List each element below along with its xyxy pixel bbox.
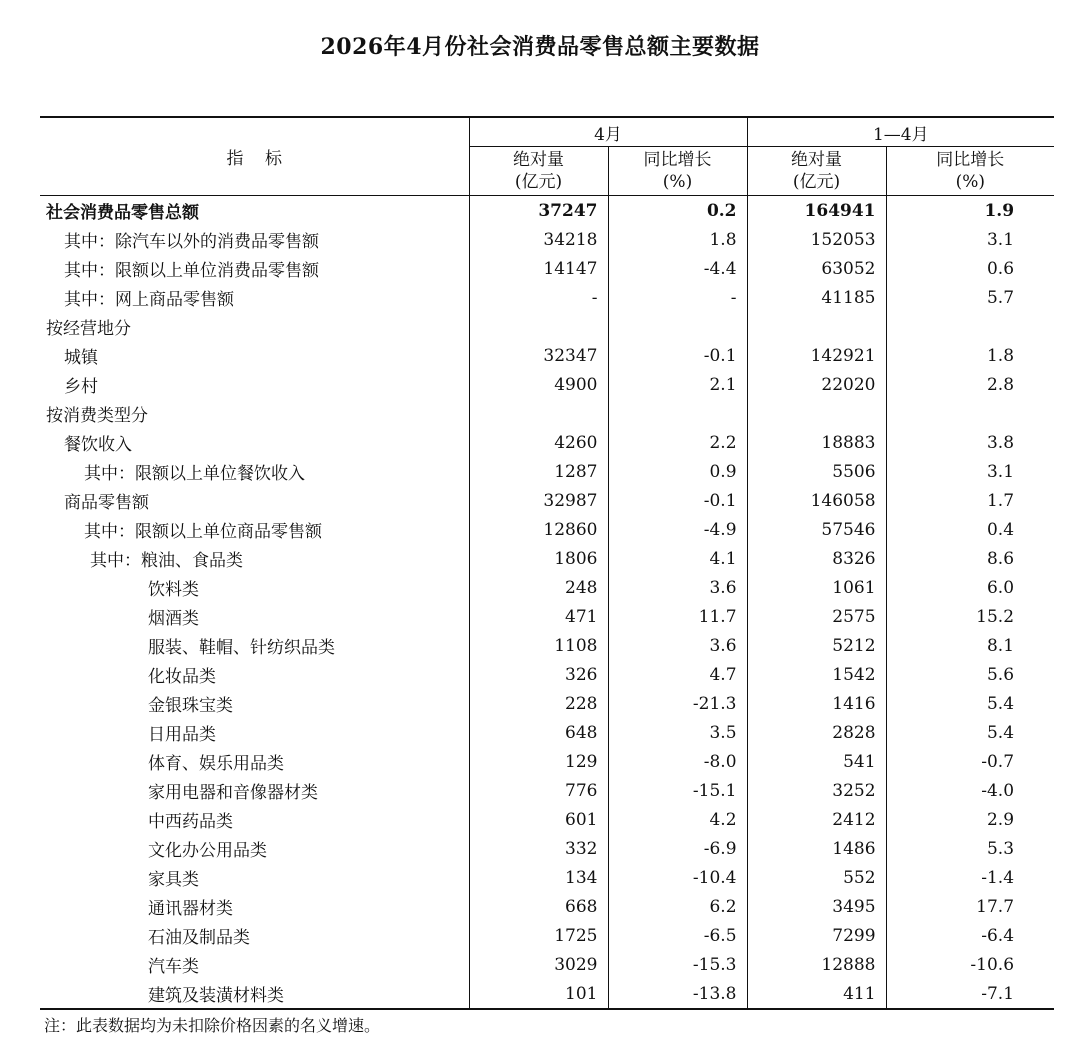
month-abs-value: 34218 [469,225,608,254]
growth-unit: (%) [662,172,693,192]
month-abs-value: - [469,283,608,312]
month-abs-value: 248 [469,573,608,602]
month-growth-value: 2.2 [608,428,747,457]
month-growth-value: -0.1 [608,486,747,515]
ytd-growth-value [886,312,1054,341]
month-growth-value: -6.5 [608,921,747,950]
month-growth-value: 2.1 [608,370,747,399]
ytd-abs-value: 22020 [747,370,886,399]
ytd-abs-value: 12888 [747,950,886,979]
row-label: 乡村 [64,377,98,397]
month-growth-value: - [608,283,747,312]
ytd-growth-value: 8.6 [886,544,1054,573]
ytd-abs-value: 8326 [747,544,886,573]
row-label: 商品零售额 [64,493,149,513]
month-growth-value: 3.5 [608,718,747,747]
month-abs-value: 1287 [469,457,608,486]
table-row [40,979,1054,1009]
row-label: 中西药品类 [148,812,233,832]
month-growth-value: 4.1 [608,544,747,573]
row-label: 其中：网上商品零售额 [64,290,234,310]
month-growth-value: -0.1 [608,341,747,370]
month-growth-value: 1.8 [608,225,747,254]
month-growth-value: -15.1 [608,776,747,805]
month-abs-value: 1725 [469,921,608,950]
table-row [40,486,1054,515]
abs-unit: (亿元) [514,172,563,192]
ytd-abs-value: 2575 [747,602,886,631]
ytd-growth-header [886,147,1054,196]
row-label: 其中：限额以上单位餐饮收入 [84,464,305,484]
month-growth-value: -15.3 [608,950,747,979]
row-label: 文化办公用品类 [148,841,267,861]
table-row [40,370,1054,399]
row-label: 餐饮收入 [64,435,132,455]
ytd-growth-value: 15.2 [886,602,1054,631]
ytd-growth-value: 3.8 [886,428,1054,457]
month-abs-value: 228 [469,689,608,718]
ytd-abs-value: 1542 [747,660,886,689]
row-label: 社会消费品零售总额 [46,203,199,223]
ytd-abs-value [747,399,886,428]
ytd-growth-value: 1.9 [886,196,1054,226]
table-row [40,544,1054,573]
month-growth-value: -8.0 [608,747,747,776]
abs-label: 绝对量 [791,150,843,170]
ytd-growth-value: -7.1 [886,979,1054,1009]
ytd-growth-value: 1.8 [886,341,1054,370]
ytd-growth-value [886,399,1054,428]
table-row [40,196,1054,226]
table-row [40,254,1054,283]
ytd-abs-value: 552 [747,863,886,892]
month-growth-value: -21.3 [608,689,747,718]
row-label: 金银珠宝类 [148,696,233,716]
month-abs-value: 776 [469,776,608,805]
table-row [40,689,1054,718]
ytd-abs-value: 2828 [747,718,886,747]
month-abs-value: 1108 [469,631,608,660]
growth-label: 同比增长 [643,150,712,170]
month-growth-value [608,399,747,428]
month-abs-header [469,147,608,196]
growth-unit: (%) [955,172,985,192]
ytd-abs-value: 2412 [747,805,886,834]
month-abs-value: 32347 [469,341,608,370]
month-abs-value: 101 [469,979,608,1009]
ytd-growth-value: -6.4 [886,921,1054,950]
ytd-growth-value: 1.7 [886,486,1054,515]
month-growth-value: 4.7 [608,660,747,689]
row-label: 汽车类 [148,957,199,977]
row-label: 城镇 [64,348,98,368]
month-abs-value: 648 [469,718,608,747]
month-abs-value: 32987 [469,486,608,515]
table-row [40,631,1054,660]
table-row [40,573,1054,602]
ytd-abs-value: 411 [747,979,886,1009]
table-row [40,950,1054,979]
row-label: 按经营地分 [46,319,131,339]
month-growth-value: -6.9 [608,834,747,863]
abs-unit: (亿元) [792,172,841,192]
month-abs-value: 4900 [469,370,608,399]
table-row [40,428,1054,457]
month-abs-value [469,399,608,428]
month-abs-value: 3029 [469,950,608,979]
ytd-growth-value: 2.8 [886,370,1054,399]
footnote: 注：此表数据均为未扣除价格因素的名义增速。 [44,1016,381,1035]
row-label: 服装、鞋帽、针纺织品类 [148,638,335,658]
month-growth-value [608,312,747,341]
row-label: 家具类 [148,870,199,890]
ytd-growth-value: 5.3 [886,834,1054,863]
ytd-abs-value: 3495 [747,892,886,921]
row-label: 其中：限额以上单位消费品零售额 [64,261,319,281]
ytd-abs-value: 164941 [747,196,886,226]
ytd-growth-value: 3.1 [886,457,1054,486]
ytd-abs-value: 5212 [747,631,886,660]
month-abs-value: 4260 [469,428,608,457]
ytd-abs-value: 146058 [747,486,886,515]
month-growth-value: 3.6 [608,573,747,602]
abs-label: 绝对量 [513,150,564,170]
month-growth-value: -13.8 [608,979,747,1009]
table-row [40,660,1054,689]
row-label: 饮料类 [148,580,199,600]
ytd-growth-value: -10.6 [886,950,1054,979]
month-growth-value: -4.9 [608,515,747,544]
ytd-abs-value: 63052 [747,254,886,283]
month-growth-value: 0.2 [608,196,747,226]
ytd-growth-value: 5.6 [886,660,1054,689]
ytd-growth-value: 6.0 [886,573,1054,602]
ytd-abs-value: 541 [747,747,886,776]
table-row [40,399,1054,428]
table-row [40,312,1054,341]
ytd-growth-value: 5.4 [886,689,1054,718]
growth-label: 同比增长 [936,150,1005,170]
ytd-growth-value: 5.4 [886,718,1054,747]
ytd-growth-value: 0.4 [886,515,1054,544]
ytd-abs-value: 5506 [747,457,886,486]
ytd-abs-value: 7299 [747,921,886,950]
row-label: 建筑及装潢材料类 [40,979,469,1009]
table-row [40,283,1054,312]
ytd-growth-value: 3.1 [886,225,1054,254]
month-abs-value: 37247 [469,196,608,226]
ytd-abs-value: 1061 [747,573,886,602]
ytd-abs-header [747,147,886,196]
month-abs-value [469,312,608,341]
month-growth-value: 3.6 [608,631,747,660]
ytd-growth-value: 5.7 [886,283,1054,312]
month-abs-value: 601 [469,805,608,834]
table-row [40,805,1054,834]
table-row [40,225,1054,254]
month-abs-value: 134 [469,863,608,892]
row-label: 家用电器和音像器材类 [148,783,318,803]
table-row [40,747,1054,776]
month-growth-value: 11.7 [608,602,747,631]
month-growth-value: 0.9 [608,457,747,486]
row-label: 其中：粮油、食品类 [90,551,243,571]
ytd-growth-value: -0.7 [886,747,1054,776]
page-title: 2026年4月份社会消费品零售总额主要数据 [320,34,760,60]
row-label: 按消费类型分 [46,406,148,426]
table-row [40,892,1054,921]
month-growth-value: 6.2 [608,892,747,921]
month-abs-value: 332 [469,834,608,863]
indicator-header-label: 指 标 [226,149,283,169]
ytd-growth-value: 8.1 [886,631,1054,660]
month-abs-value: 326 [469,660,608,689]
ytd-abs-value: 57546 [747,515,886,544]
ytd-growth-value: 0.6 [886,254,1054,283]
ytd-abs-value: 41185 [747,283,886,312]
table-row [40,515,1054,544]
ytd-growth-value: 2.9 [886,805,1054,834]
ytd-growth-value: -1.4 [886,863,1054,892]
ytd-abs-value: 1416 [747,689,886,718]
retail-sales-table [40,116,1054,1010]
table-row [40,718,1054,747]
period-header-ytd: 1—4月 [747,117,1054,147]
ytd-abs-value: 142921 [747,341,886,370]
table-row [40,457,1054,486]
table-row [40,834,1054,863]
row-label: 通讯器材类 [148,899,233,919]
row-label: 体育、娱乐用品类 [148,754,284,774]
month-abs-value: 12860 [469,515,608,544]
ytd-abs-value [747,312,886,341]
month-abs-value: 1806 [469,544,608,573]
month-abs-value: 471 [469,602,608,631]
table-row [40,863,1054,892]
row-label: 日用品类 [148,725,216,745]
table-row [40,921,1054,950]
period-header-month: 4月 [469,117,747,147]
ytd-growth-value: 17.7 [886,892,1054,921]
row-label: 化妆品类 [148,667,216,687]
table-body [40,196,1054,1010]
month-growth-header [608,147,747,196]
ytd-abs-value: 18883 [747,428,886,457]
month-growth-value: 4.2 [608,805,747,834]
ytd-abs-value: 1486 [747,834,886,863]
month-abs-value: 668 [469,892,608,921]
indicator-header [40,117,469,196]
ytd-abs-value: 3252 [747,776,886,805]
row-label: 其中：限额以上单位商品零售额 [84,522,322,542]
row-label: 其中：除汽车以外的消费品零售额 [64,232,319,252]
month-abs-value: 14147 [469,254,608,283]
table-row [40,776,1054,805]
month-abs-value: 129 [469,747,608,776]
ytd-growth-value: -4.0 [886,776,1054,805]
table-row [40,602,1054,631]
ytd-abs-value: 152053 [747,225,886,254]
row-label: 烟酒类 [148,609,199,629]
table-header [40,117,1054,196]
month-growth-value: -4.4 [608,254,747,283]
table-row [40,341,1054,370]
month-growth-value: -10.4 [608,863,747,892]
row-label: 石油及制品类 [148,928,250,948]
